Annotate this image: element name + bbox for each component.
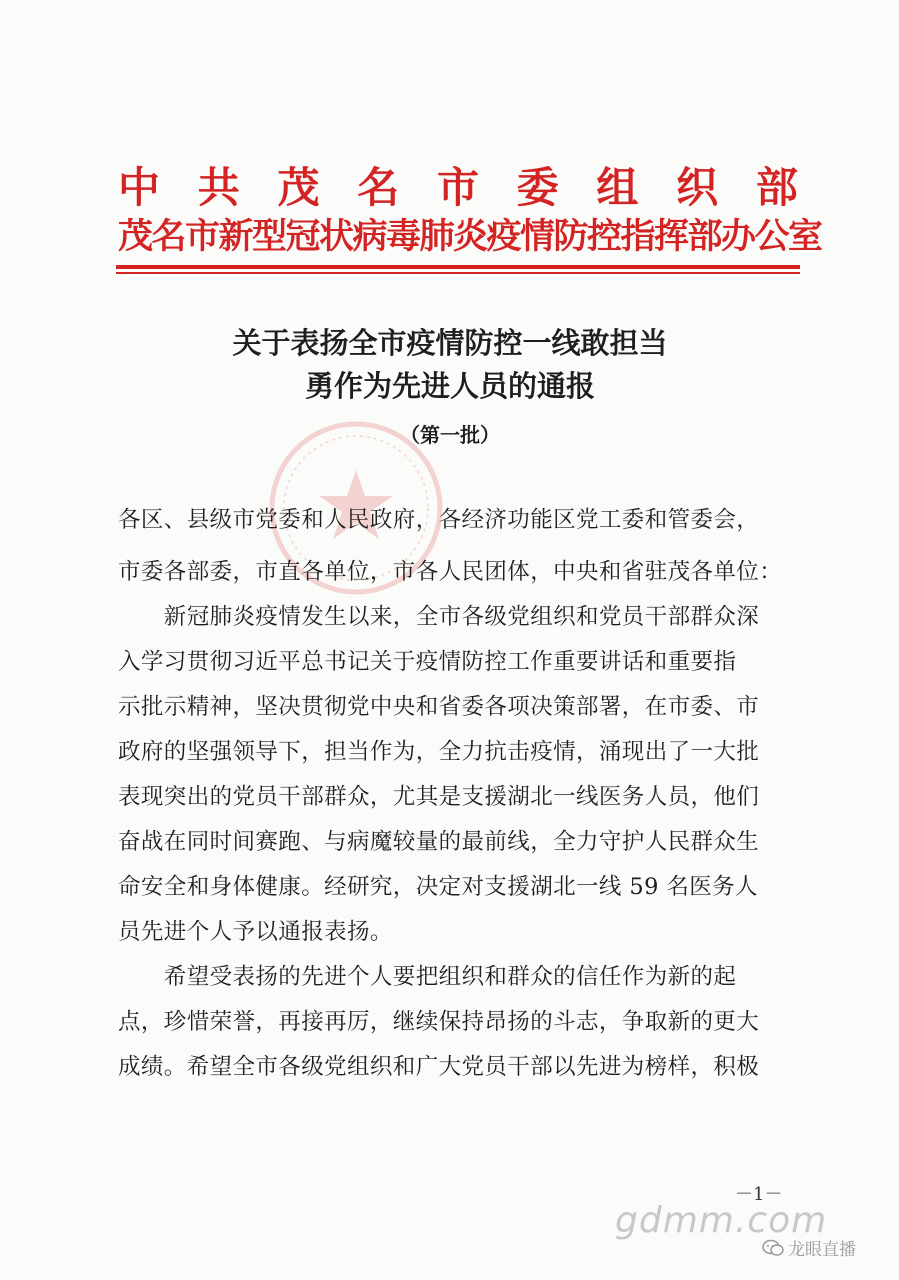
body-line: 示批示精神，坚决贯彻党中央和省委各项决策部署，在市委、市 bbox=[118, 694, 760, 720]
red-divider-thick bbox=[116, 265, 800, 269]
document-subtitle: （第一批） bbox=[400, 423, 500, 447]
body-line: 希望受表扬的先进个人要把组织和群众的信任作为新的起 bbox=[118, 964, 737, 990]
page-number: －1－ bbox=[735, 1184, 783, 1205]
header-char: 织 bbox=[676, 163, 719, 212]
header-char: 组 bbox=[596, 163, 639, 212]
document-title-line2: 勇作为先进人员的通报 bbox=[304, 369, 595, 403]
header-char: 茂 bbox=[277, 163, 320, 212]
site-watermark: gdmm.com bbox=[615, 1200, 828, 1241]
channel-watermark bbox=[762, 1235, 856, 1260]
body-line: 市委各部委，市直各单位，市各人民团体，中央和省驻茂各单位： bbox=[118, 559, 783, 585]
header-char: 委 bbox=[516, 163, 559, 212]
document-title-line1: 关于表扬全市疫情防控一线敢担当 bbox=[232, 326, 668, 360]
body-line: 入学习贯彻习近平总书记关于疫情防控工作重要讲话和重要指 bbox=[118, 649, 737, 675]
body-line: 奋战在同时间赛跑、与病魔较量的最前线，全力守护人民群众生 bbox=[118, 829, 760, 855]
body-line: 点，珍惜荣誉，再接再厉，继续保持昂扬的斗志，争取新的更大 bbox=[118, 1009, 760, 1035]
red-divider-thin bbox=[116, 272, 800, 274]
channel-name: 龙眼直播 bbox=[788, 1240, 856, 1260]
body-line: 成绩。希望全市各级党组织和广大党员干部以先进为榜样，积极 bbox=[118, 1054, 760, 1080]
issuing-office-header: 茂名市新型冠状病毒肺炎疫情防控指挥部办公室 bbox=[118, 217, 822, 257]
body-line: 新冠肺炎疫情发生以来，全市各级党组织和党员干部群众深 bbox=[118, 604, 760, 630]
header-char: 名 bbox=[357, 163, 400, 212]
issuing-org-header bbox=[118, 160, 798, 216]
header-char: 市 bbox=[436, 163, 479, 212]
chat-bubble-icon bbox=[762, 1239, 784, 1257]
header-char: 部 bbox=[755, 163, 798, 212]
body-line: 政府的坚强领导下，担当作为，全力抗击疫情，涌现出了一大批 bbox=[118, 739, 760, 765]
body-line: 各区、县级市党委和人民政府，各经济功能区党工委和管委会， bbox=[118, 507, 760, 533]
body-line: 命安全和身体健康。经研究，决定对支援湖北一线 59 名医务人 bbox=[118, 874, 758, 900]
header-char: 中 bbox=[118, 163, 161, 212]
header-char: 共 bbox=[197, 163, 240, 212]
body-line: 员先进个人予以通报表扬。 bbox=[118, 919, 393, 945]
body-line: 表现突出的党员干部群众，尤其是支援湖北一线医务人员，他们 bbox=[118, 784, 760, 810]
